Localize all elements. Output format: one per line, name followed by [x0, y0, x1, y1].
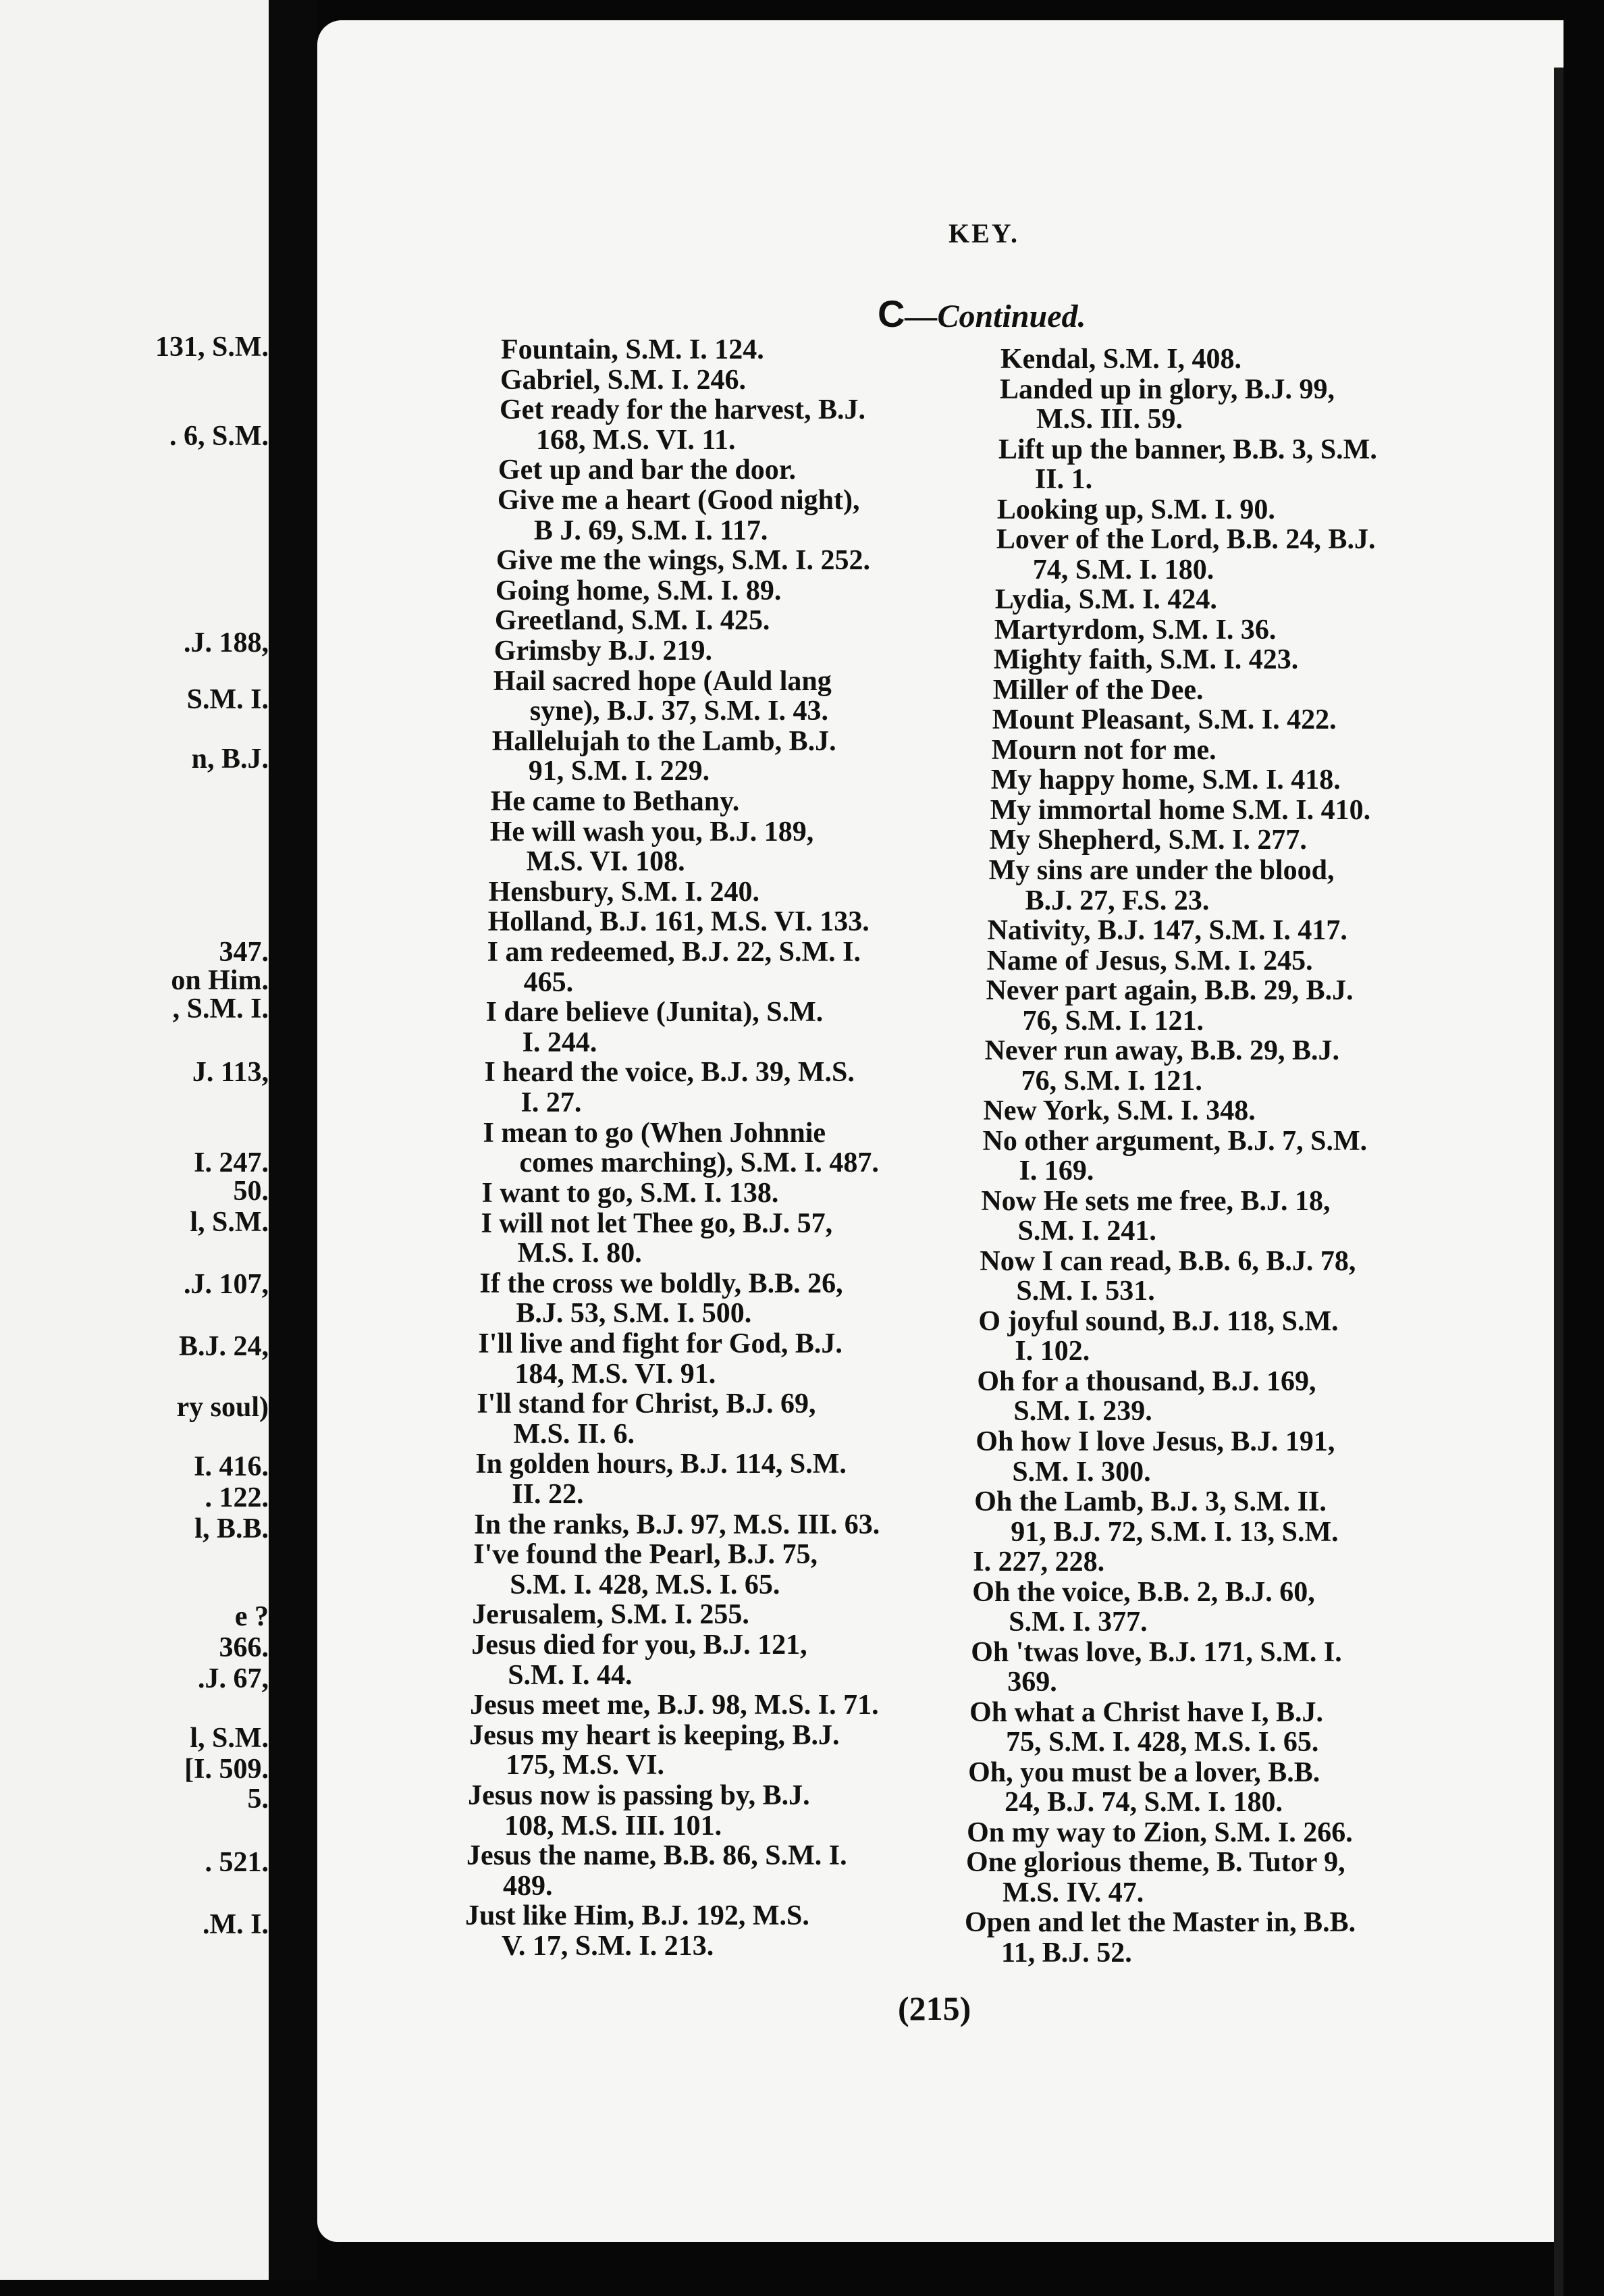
entry-title: Oh, you must be a lover, B.B. [968, 1756, 1320, 1788]
left-page-text-fragment: .M. I. [203, 1909, 269, 1940]
left-page-text-fragment: ry soul) [176, 1392, 269, 1423]
entry-title: Hallelujah to the Lamb, B.J. [491, 725, 836, 757]
entry-title: One glorious theme, B. Tutor 9, [966, 1847, 1345, 1879]
left-page-text-fragment: 366. [219, 1632, 269, 1663]
entry-title: My immortal home S.M. I. 410. [990, 794, 1371, 826]
entry-title: I will not let Thee go, B.J. 57, [481, 1207, 833, 1239]
entry-title: Nativity, B.J. 147, S.M. I. 417. [987, 915, 1347, 947]
index-entry [965, 1908, 1431, 1968]
entry-references: B.J. 27, F.S. 23. [1025, 885, 1210, 916]
entry-title: Looking up, S.M. I. 90. [996, 494, 1275, 525]
left-page-text-fragment: .J. 67, [198, 1663, 269, 1694]
index-entry [470, 1690, 936, 1721]
entry-title: Give me the wings, S.M. I. 252. [496, 545, 871, 577]
left-page-text-fragment: 50. [233, 1176, 269, 1207]
index-entry [498, 455, 964, 486]
index-entry [465, 1901, 931, 1961]
entry-references: 91, S.M. I. 229. [528, 756, 710, 787]
entry-title: I'll stand for Christ, B.J. 69, [477, 1388, 816, 1420]
entry-title: Get ready for the harvest, B.J. [499, 394, 865, 426]
index-entry [496, 546, 962, 576]
entry-title: Hensbury, S.M. I. 240. [488, 876, 760, 908]
index-entry [492, 727, 958, 787]
entry-title: Holland, B.J. 161, M.S. VI. 133. [487, 906, 870, 938]
entry-references: syne), B.J. 37, S.M. I. 43. [529, 696, 828, 727]
entry-references: I. 27. [520, 1087, 582, 1119]
index-entry [485, 1058, 951, 1118]
index-entry [498, 486, 963, 546]
index-entry [997, 495, 1463, 525]
index-entry [994, 615, 1460, 646]
index-entry [972, 1577, 1438, 1638]
index-entry [1000, 375, 1466, 435]
entry-title: O joyful sound, B.J. 118, S.M. [978, 1305, 1339, 1337]
entry-references: M.S. II. 6. [513, 1418, 635, 1450]
index-entry [973, 1547, 1439, 1577]
entry-title: Mount Pleasant, S.M. I. 422. [992, 704, 1337, 736]
index-entry [978, 1307, 1444, 1367]
section-continued: —Continued. [905, 298, 1086, 334]
entry-references: 11, B.J. 52. [1001, 1937, 1132, 1968]
entry-title: Give me a heart (Good night), [497, 485, 860, 517]
entry-title: In the ranks, B.J. 97, M.S. III. 63. [474, 1509, 880, 1540]
index-entry [500, 395, 965, 455]
index-entry [966, 1848, 1432, 1908]
entry-references: M.S. VI. 108. [526, 846, 685, 878]
index-entry [496, 576, 961, 606]
entry-references: 74, S.M. I. 180. [1032, 554, 1214, 585]
index-entry [490, 817, 956, 877]
left-page-text-fragment: I. 247. [194, 1147, 269, 1178]
entry-title: Never part again, B.B. 29, B.J. [986, 975, 1354, 1007]
entry-references: comes marching), S.M. I. 487. [519, 1147, 879, 1179]
entry-references: 489. [503, 1870, 553, 1902]
index-entry [478, 1329, 944, 1389]
book-gutter [269, 0, 317, 2280]
entry-title: I mean to go (When Johnnie [483, 1117, 826, 1149]
entry-references: II. 1. [1034, 464, 1093, 496]
left-page-text-fragment: I. 416. [194, 1451, 269, 1482]
entry-title: Open and let the Master in, B.B. [965, 1907, 1356, 1939]
index-entry [967, 1818, 1433, 1848]
index-entry [985, 1036, 1451, 1096]
entry-title: My Shepherd, S.M. I. 277. [989, 825, 1307, 856]
entry-title: My happy home, S.M. I. 418. [990, 764, 1341, 796]
left-page-text-fragment: .J. 107, [184, 1269, 269, 1300]
page-edge-shadow [1554, 68, 1563, 2296]
entry-title: Oh what a Christ have I, B.J. [969, 1696, 1324, 1728]
index-entry [995, 585, 1461, 615]
entry-title: Fountain, S.M. I. 124. [501, 334, 764, 365]
index-entry [968, 1758, 1434, 1818]
left-page-text-fragment: B.J. 24, [178, 1331, 269, 1362]
left-page-text-fragment: 5. [247, 1783, 269, 1815]
entry-title: I want to go, S.M. I. 138. [481, 1177, 779, 1209]
index-entry [477, 1389, 942, 1449]
entry-references: 184, M.S. VI. 91. [514, 1358, 716, 1390]
entry-title: Lift up the banner, B.B. 3, S.M. [998, 434, 1377, 465]
index-entry [1000, 344, 1466, 375]
left-page-text-fragment: . 6, S.M. [169, 421, 269, 452]
entry-references: 168, M.S. VI. 11. [535, 424, 736, 456]
index-entry [991, 765, 1457, 795]
index-entry [986, 976, 1452, 1036]
index-entry [969, 1698, 1435, 1758]
entry-title: Now He sets me free, B.J. 18, [981, 1185, 1331, 1217]
entry-title: Going home, S.M. I. 89. [495, 575, 782, 606]
page-heading: KEY. [948, 218, 1020, 249]
entry-title: Jesus died for you, B.J. 121, [471, 1629, 807, 1661]
entry-title: Oh 'twas love, B.J. 171, S.M. I. [971, 1636, 1342, 1668]
entry-references: S.M. I. 300. [1012, 1456, 1151, 1488]
index-entry [992, 705, 1458, 735]
entry-title: I'll live and fight for God, B.J. [478, 1328, 843, 1359]
entry-references: 75, S.M. I. 428, M.S. I. 65. [1006, 1727, 1319, 1758]
left-page-text-fragment: . 122. [205, 1482, 269, 1513]
index-entry [983, 1126, 1449, 1186]
left-page-text-fragment: n, B.J. [191, 743, 269, 775]
left-page-text-fragment: l, S.M. [190, 1723, 269, 1754]
entry-title: He came to Bethany. [490, 786, 740, 818]
entry-references: 91, B.J. 72, S.M. I. 13, S.M. [1011, 1516, 1339, 1548]
index-entry [990, 825, 1455, 856]
entry-references: V. 17, S.M. I. 213. [502, 1931, 714, 1962]
entry-references: 76, S.M. I. 121. [1022, 1005, 1204, 1037]
index-entry [984, 1096, 1449, 1126]
entry-title: Jesus now is passing by, B.J. [468, 1779, 810, 1811]
index-entry [987, 946, 1453, 976]
entry-title: I dare believe (Junita), S.M. [485, 997, 824, 1028]
index-entry [994, 645, 1460, 675]
entry-title: Mourn not for me. [991, 734, 1217, 766]
entry-title: I am redeemed, B.J. 22, S.M. I. [487, 937, 861, 968]
index-entry [491, 787, 957, 817]
entry-references: S.M. I. 377. [1009, 1607, 1148, 1638]
entry-title: My sins are under the blood, [988, 854, 1335, 886]
entry-title: Never run away, B.B. 29, B.J. [984, 1035, 1339, 1067]
index-entry [473, 1540, 939, 1600]
entry-title: Name of Jesus, S.M. I. 245. [986, 945, 1313, 976]
entry-references: M.S. III. 59. [1036, 404, 1183, 436]
entry-references: 108, M.S. III. 101. [504, 1810, 722, 1842]
index-entry [980, 1247, 1445, 1307]
index-entry [974, 1487, 1440, 1547]
left-page-text-fragment: S.M. I. [186, 684, 269, 715]
index-entry [488, 907, 954, 937]
index-entry [500, 365, 966, 396]
left-page-text-fragment: on Him. [171, 965, 269, 996]
entry-references: S.M. I. 241. [1017, 1216, 1156, 1247]
index-entry [466, 1841, 932, 1901]
entry-references: I. 244. [522, 1026, 597, 1058]
entry-title: Grimsby B.J. 219. [493, 635, 712, 667]
entry-title: Greetland, S.M. I. 425. [494, 605, 770, 637]
entry-title: Mighty faith, S.M. I. 423. [993, 644, 1299, 676]
left-page-text-fragment: 347. [219, 937, 269, 968]
entry-title: Jesus my heart is keeping, B.J. [469, 1719, 840, 1751]
index-entry [474, 1510, 940, 1540]
index-entry [483, 1118, 949, 1178]
entry-title: Miller of the Dee. [992, 674, 1204, 706]
index-entry [475, 1449, 941, 1509]
left-page-text-fragment: l, S.M. [190, 1207, 269, 1238]
entry-references: S.M. I. 428, M.S. I. 65. [510, 1569, 780, 1600]
index-entry [993, 675, 1459, 706]
entry-references: 369. [1007, 1667, 1057, 1698]
entry-references: M.S. I. 80. [517, 1238, 642, 1270]
entry-title: Lydia, S.M. I. 424. [994, 584, 1217, 616]
index-entry [472, 1600, 938, 1630]
index-entry [487, 937, 953, 997]
index-entry [481, 1209, 946, 1269]
entry-title: New York, S.M. I. 348. [983, 1095, 1256, 1127]
entry-references: II. 22. [512, 1478, 584, 1510]
left-page-text-fragment: [I. 509. [184, 1754, 269, 1785]
entry-title: In golden hours, B.J. 114, S.M. [475, 1449, 847, 1480]
index-entry [989, 856, 1455, 916]
left-page-text-fragment: l, B.B. [194, 1513, 269, 1544]
entry-references: B.J. 53, S.M. I. 500. [516, 1298, 752, 1330]
entry-title: Oh the voice, B.B. 2, B.J. 60, [972, 1576, 1315, 1608]
index-entry [494, 636, 960, 667]
section-title [878, 292, 1086, 336]
entry-references: S.M. I. 531. [1016, 1276, 1155, 1307]
index-entry [981, 1186, 1447, 1247]
index-entry [489, 877, 955, 908]
index-entry [975, 1427, 1441, 1487]
left-page-text-fragment: . 521. [205, 1847, 269, 1878]
entry-title: Oh how I love Jesus, B.J. 191, [975, 1426, 1335, 1458]
entry-title: Landed up in glory, B.J. 99, [999, 373, 1335, 405]
entry-references: M.S. IV. 47. [1002, 1877, 1144, 1908]
left-page-edge [0, 0, 269, 2280]
entry-title: Lover of the Lord, B.B. 24, B.J. [996, 524, 1376, 556]
index-entry [471, 1630, 937, 1690]
index-entry [988, 916, 1453, 946]
entry-title: If the cross we boldly, B.B. 26, [479, 1268, 843, 1299]
entry-references: 175, M.S. VI. [506, 1750, 665, 1781]
index-entry [486, 997, 952, 1058]
entry-title: Martyrdom, S.M. I. 36. [994, 614, 1277, 646]
left-page-text-fragment: e ? [234, 1601, 269, 1632]
entry-title: Kendal, S.M. I, 408. [1000, 344, 1242, 375]
entry-references: I. 102. [1015, 1336, 1090, 1367]
entry-title: On my way to Zion, S.M. I. 266. [967, 1817, 1353, 1848]
entry-title: Gabriel, S.M. I. 246. [500, 364, 746, 396]
entry-title: Oh for a thousand, B.J. 169, [977, 1365, 1316, 1397]
entry-title: Jesus the name, B.B. 86, S.M. I. [466, 1840, 847, 1872]
index-entry [501, 335, 967, 365]
entry-references: I. 169. [1019, 1155, 1094, 1187]
index-entry [468, 1781, 934, 1841]
entry-references: 465. [523, 966, 574, 998]
entry-title: Jesus meet me, B.J. 98, M.S. I. 71. [470, 1690, 879, 1721]
index-entry [495, 606, 961, 636]
left-page-text-fragment: 131, S.M. [155, 332, 269, 363]
entry-references: B J. 69, S.M. I. 117. [533, 515, 768, 546]
index-entry [977, 1367, 1443, 1427]
index-entry [493, 667, 959, 727]
index-entry [996, 525, 1462, 585]
entry-title: I've found the Pearl, B.J. 75, [473, 1539, 818, 1571]
left-page-text-fragment: J. 113, [192, 1057, 269, 1088]
entry-title: Jerusalem, S.M. I. 255. [472, 1599, 749, 1631]
entry-title: No other argument, B.J. 7, S.M. [982, 1125, 1368, 1157]
index-entry [998, 435, 1464, 495]
entry-title: I heard the voice, B.J. 39, M.S. [484, 1057, 855, 1089]
left-page-text-fragment: , S.M. I. [172, 993, 269, 1024]
entry-title: Oh the Lamb, B.J. 3, S.M. II. [974, 1486, 1327, 1518]
entry-title: Just like Him, B.J. 192, M.S. [465, 1900, 809, 1932]
index-entry [469, 1721, 935, 1781]
index-entry [990, 795, 1456, 826]
entry-title: He will wash you, B.J. 189, [489, 816, 814, 847]
entry-title: Get up and bar the door. [498, 454, 797, 486]
index-entry [479, 1269, 945, 1329]
section-letter: C [878, 292, 905, 335]
index-entry [992, 735, 1458, 766]
entry-title: Now I can read, B.B. 6, B.J. 78, [980, 1245, 1356, 1277]
entry-references: 76, S.M. I. 121. [1021, 1065, 1202, 1097]
entry-title: Hail sacred hope (Auld lang [493, 665, 832, 697]
page-number: (215) [898, 1989, 971, 2027]
left-page-text-fragment: .J. 188, [184, 627, 269, 658]
index-entry [481, 1178, 947, 1209]
entry-references: S.M. I. 44. [508, 1659, 633, 1691]
entry-title: I. 227, 228. [973, 1546, 1105, 1578]
index-entry [971, 1638, 1437, 1698]
entry-references: S.M. I. 239. [1013, 1396, 1152, 1428]
entry-references: 24, B.J. 74, S.M. I. 180. [1005, 1787, 1283, 1819]
